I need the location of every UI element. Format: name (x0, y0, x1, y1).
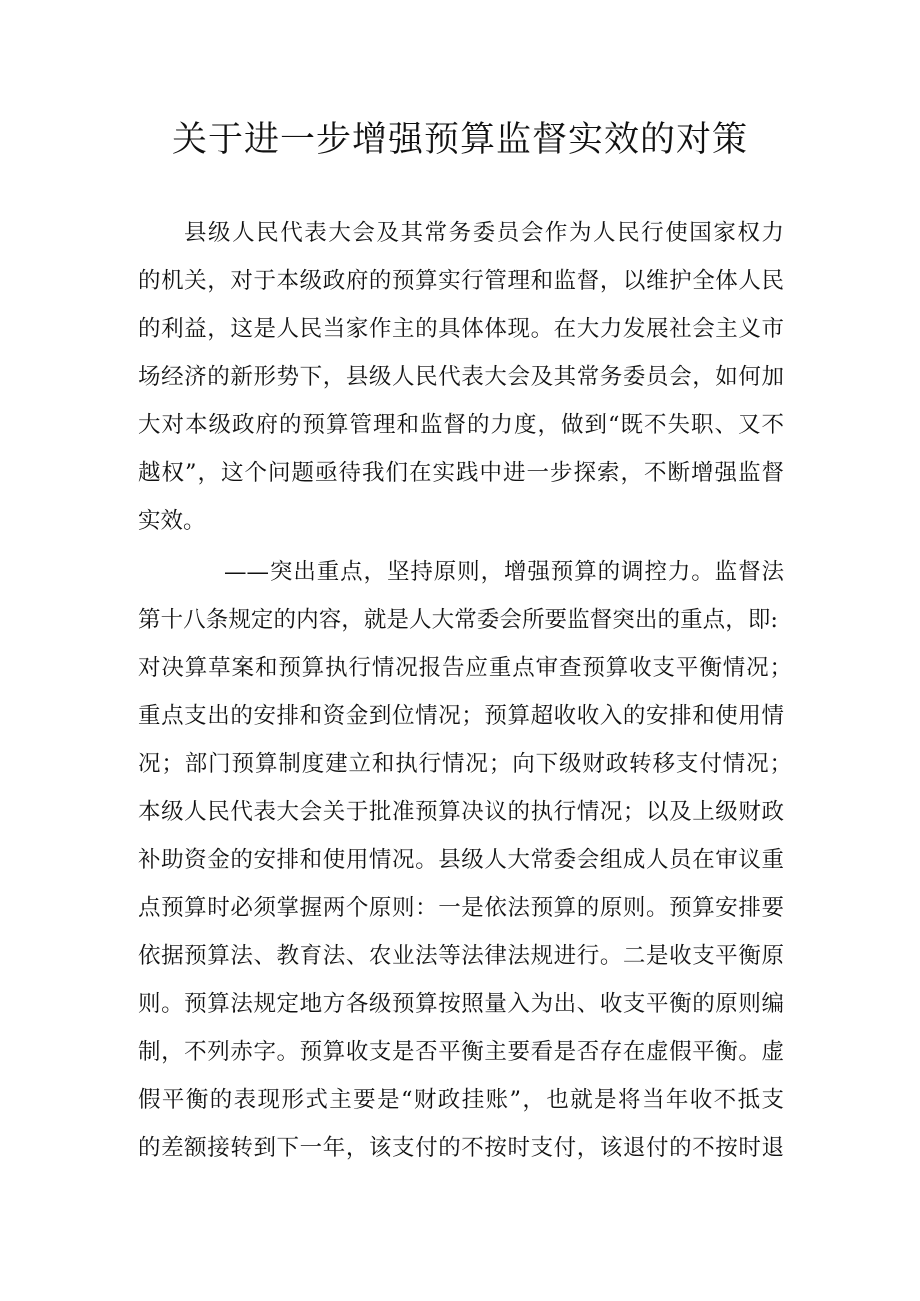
paragraph-2-line: 制，不列赤字。预算收支是否平衡主要看是否存在虚假平衡。虚 (138, 1039, 784, 1065)
paragraph-2-line: 重点支出的安排和资金到位情况；预算超收收入的安排和使用情 (138, 703, 784, 729)
paragraph-1-line: 县级人民代表大会及其常务委员会作为人民行使国家权力 (184, 220, 784, 246)
paragraph-2-line: 的差额接转到下一年，该支付的不按时支付，该退付的不按时退 (138, 1135, 784, 1161)
paragraph-2-line: 点预算时必须掌握两个原则：一是依法预算的原则。预算安排要 (138, 895, 784, 921)
document-title: 关于进一步增强预算监督实效的对策 (171, 120, 748, 160)
paragraph-1-line: 大对本级政府的预算管理和监督的力度，做到“既不失职、又不 (138, 412, 784, 438)
paragraph-1-line: 场经济的新形势下，县级人民代表大会及其常务委员会，如何加 (138, 364, 784, 390)
paragraph-1-line: 实效。 (138, 508, 206, 534)
paragraph-2-line: 第十八条规定的内容，就是人大常委会所要监督突出的重点，即: (138, 607, 778, 633)
paragraph-2-line: 况；部门预算制度建立和执行情况；向下级财政转移支付情况； (138, 751, 792, 777)
paragraph-2-line: 假平衡的表现形式主要是“财政挂账”，也就是将当年收不抵支 (138, 1087, 784, 1113)
paragraph-2-line: 补助资金的安排和使用情况。县级人大常委会组成人员在审议重 (138, 847, 784, 873)
paragraph-1-line: 的机关，对于本级政府的预算实行管理和监督，以维护全体人民 (138, 268, 784, 294)
paragraph-2-line: 本级人民代表大会关于批准预算决议的执行情况；以及上级财政 (138, 799, 784, 825)
paragraph-1-line: 的利益，这是人民当家作主的具体体现。在大力发展社会主义市 (138, 316, 784, 342)
paragraph-2-line: 对决算草案和预算执行情况报告应重点审查预算收支平衡情况； (138, 655, 792, 681)
paragraph-2-line: ——突出重点，坚持原则，增强预算的调控力。监督法 (224, 559, 784, 585)
paragraph-2-line: 依据预算法、教育法、农业法等法律法规进行。二是收支平衡原 (138, 943, 784, 969)
paragraph-2-line: 则。预算法规定地方各级预算按照量入为出、收支平衡的原则编 (138, 991, 784, 1017)
paragraph-1-line: 越权”，这个问题亟待我们在实践中进一步探索，不断增强监督 (138, 460, 784, 486)
